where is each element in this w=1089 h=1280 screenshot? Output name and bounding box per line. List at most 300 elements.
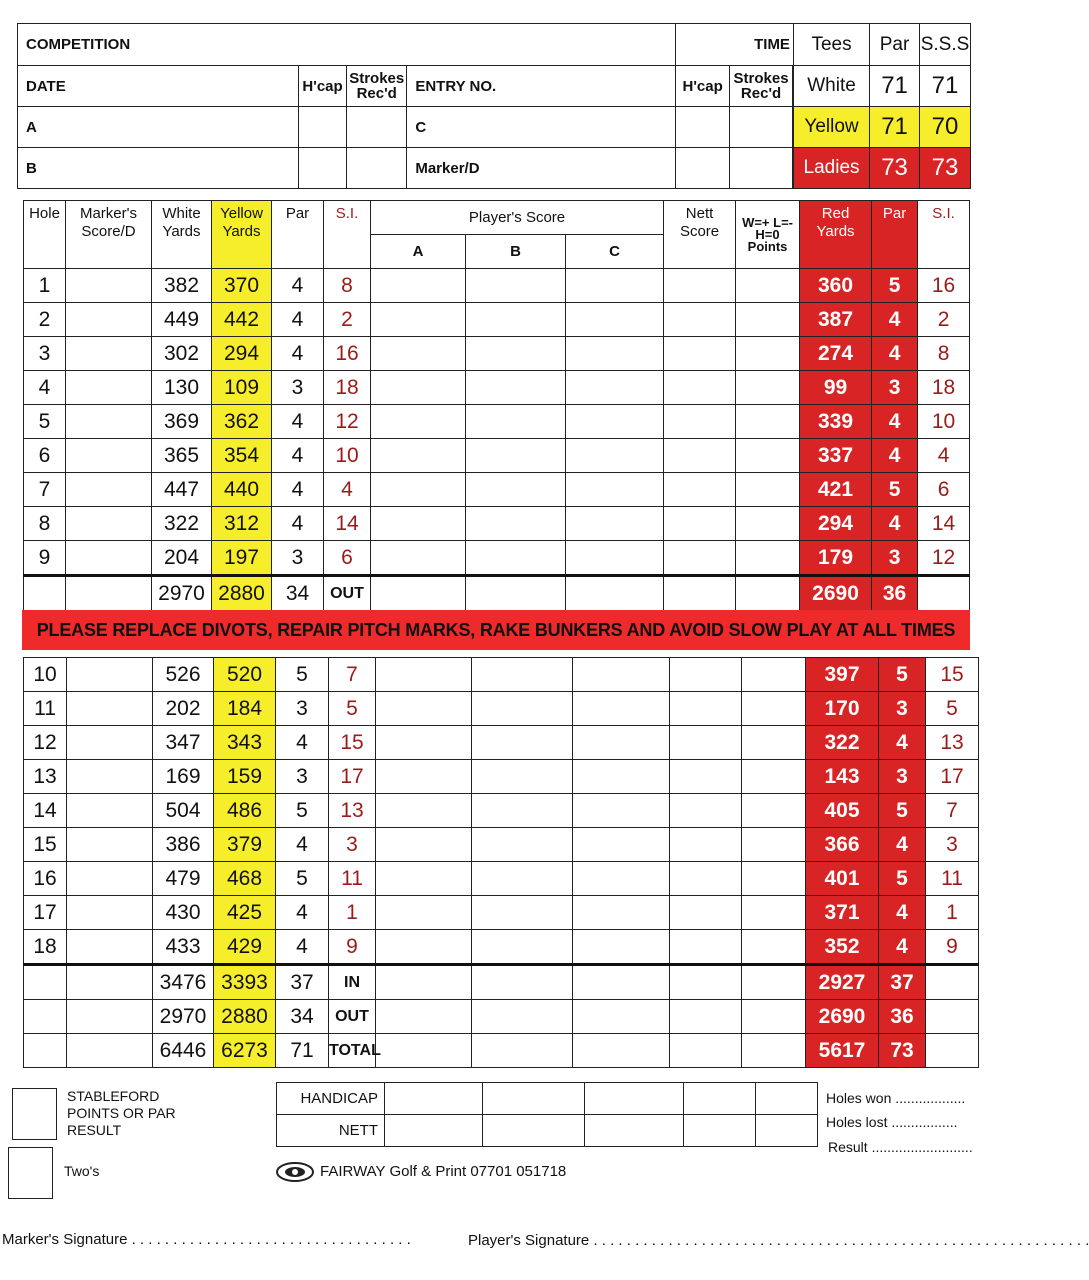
- player-b-score[interactable]: [472, 896, 573, 930]
- hole-number: 9: [24, 541, 66, 576]
- player-b-score[interactable]: [472, 794, 573, 828]
- red-par: 3: [879, 760, 926, 794]
- red-yards: 371: [806, 896, 879, 930]
- competition-field[interactable]: [18, 24, 676, 66]
- tee-name: Ladies: [794, 148, 870, 189]
- player-b-score[interactable]: [472, 658, 573, 692]
- total-label: IN: [329, 965, 376, 1000]
- white-yards: 447: [152, 473, 212, 507]
- player-b-strokes[interactable]: [347, 148, 407, 189]
- hole-number: 1: [24, 269, 66, 303]
- yellow-yards: 442: [212, 303, 272, 337]
- marker-score-cell[interactable]: [67, 658, 153, 692]
- red-par-total: 36: [872, 576, 918, 611]
- total-label: OUT: [324, 576, 371, 611]
- points-cell[interactable]: [736, 541, 800, 576]
- nett-label: NETT: [277, 1115, 385, 1147]
- player-a-total[interactable]: [371, 576, 466, 611]
- tees-table: [793, 23, 971, 189]
- player-a-score[interactable]: [371, 439, 466, 473]
- nett-score-cell[interactable]: [670, 794, 742, 828]
- player-c-score[interactable]: [573, 760, 670, 794]
- white-yards: 202: [153, 692, 214, 726]
- hole-row: [24, 658, 979, 692]
- white-yards-header: White Yards: [152, 201, 212, 269]
- player-a-score[interactable]: [371, 303, 466, 337]
- twos-label: Two's: [64, 1163, 100, 1179]
- white-yards: 130: [152, 371, 212, 405]
- total-blank: [24, 1034, 67, 1068]
- points-cell[interactable]: [736, 405, 800, 439]
- total-row: [24, 965, 979, 1000]
- nett-score-cell[interactable]: [670, 658, 742, 692]
- points-cell[interactable]: [742, 930, 806, 965]
- yellow-yards-total: 3393: [214, 965, 276, 1000]
- yellow-yards-total: 2880: [212, 576, 272, 611]
- nett-score-cell[interactable]: [664, 473, 736, 507]
- marker-score-cell[interactable]: [66, 303, 152, 337]
- player-b-total[interactable]: [472, 1000, 573, 1034]
- player-c-score[interactable]: [573, 930, 670, 965]
- tee-name: White: [794, 66, 870, 107]
- points-cell[interactable]: [736, 269, 800, 303]
- par-value: 4: [272, 473, 324, 507]
- red-par: 4: [872, 303, 918, 337]
- yellow-yards: 370: [212, 269, 272, 303]
- nett-score-cell[interactable]: [670, 760, 742, 794]
- handicap-b[interactable]: [482, 1083, 584, 1115]
- hole-number: 7: [24, 473, 66, 507]
- hole-number: 3: [24, 337, 66, 371]
- hole-number: 11: [24, 692, 67, 726]
- nett-total[interactable]: [670, 1000, 742, 1034]
- hole-row: [24, 930, 979, 965]
- nett-score-cell[interactable]: [670, 692, 742, 726]
- red-par: 3: [879, 692, 926, 726]
- nett-score-cell[interactable]: [670, 862, 742, 896]
- player-c-score[interactable]: [566, 405, 664, 439]
- stroke-index: 5: [329, 692, 376, 726]
- entry-no-label: ENTRY NO.: [415, 77, 497, 95]
- points-total[interactable]: [736, 576, 800, 611]
- hole-number: 17: [24, 896, 67, 930]
- marker-score-cell[interactable]: [67, 692, 153, 726]
- red-par: 4: [879, 726, 926, 760]
- par-value: 3: [272, 541, 324, 576]
- hole-number: 18: [24, 930, 67, 965]
- white-yards: 430: [153, 896, 214, 930]
- red-stroke-index: 18: [918, 371, 970, 405]
- player-a-score[interactable]: [376, 828, 472, 862]
- player-b-score[interactable]: [472, 760, 573, 794]
- par-value: 4: [276, 896, 329, 930]
- points-cell[interactable]: [742, 692, 806, 726]
- nett-score-cell[interactable]: [664, 507, 736, 541]
- points-cell[interactable]: [736, 473, 800, 507]
- red-stroke-index: 7: [926, 794, 979, 828]
- player-a-score[interactable]: [376, 692, 472, 726]
- handicap-nett[interactable]: [683, 1083, 756, 1115]
- par-value: 3: [276, 692, 329, 726]
- player-b-score[interactable]: [466, 473, 566, 507]
- handicap-nett-table: [276, 1082, 818, 1147]
- points-cell[interactable]: [742, 896, 806, 930]
- player-a-header: A: [371, 235, 466, 269]
- player-a-total[interactable]: [376, 1000, 472, 1034]
- player-c-total[interactable]: [573, 1000, 670, 1034]
- par-value: 4: [272, 405, 324, 439]
- player-c-score[interactable]: [573, 862, 670, 896]
- marker-score-cell[interactable]: [66, 439, 152, 473]
- hole-row: [24, 692, 979, 726]
- total-row: [24, 1000, 979, 1034]
- player-a-score[interactable]: [376, 862, 472, 896]
- player-a-score[interactable]: [376, 794, 472, 828]
- hole-number: 16: [24, 862, 67, 896]
- points-cell[interactable]: [742, 760, 806, 794]
- red-stroke-index: 4: [918, 439, 970, 473]
- yellow-yards: 343: [214, 726, 276, 760]
- red-yards: 339: [800, 405, 872, 439]
- white-yards: 169: [153, 760, 214, 794]
- nett-score-cell[interactable]: [670, 828, 742, 862]
- stroke-index: 12: [324, 405, 371, 439]
- marker-total-cell[interactable]: [67, 1034, 153, 1068]
- red-yards: 179: [800, 541, 872, 576]
- nett-nett[interactable]: [683, 1115, 756, 1147]
- marker-score-cell[interactable]: [67, 828, 153, 862]
- points-cell[interactable]: [736, 337, 800, 371]
- red-stroke-index: 14: [918, 507, 970, 541]
- nett-total[interactable]: [670, 1034, 742, 1068]
- par-value: 4: [276, 726, 329, 760]
- player-a-score[interactable]: [376, 760, 472, 794]
- par-value: 4: [272, 269, 324, 303]
- total-label: OUT: [329, 1000, 376, 1034]
- marker-strokes[interactable]: [730, 148, 793, 189]
- yellow-yards: 486: [214, 794, 276, 828]
- hole-row: [24, 794, 979, 828]
- player-b-score[interactable]: [466, 303, 566, 337]
- handicap-points[interactable]: [756, 1083, 818, 1115]
- points-cell[interactable]: [742, 828, 806, 862]
- marker-score-cell[interactable]: [67, 794, 153, 828]
- player-a-score[interactable]: [371, 541, 466, 576]
- tee-par: 71: [870, 107, 920, 148]
- marker-score-cell[interactable]: [66, 541, 152, 576]
- red-par: 3: [872, 371, 918, 405]
- par-header: Par: [870, 24, 920, 66]
- red-si-blank: [918, 576, 970, 611]
- stroke-index: 6: [324, 541, 371, 576]
- strokes-label-2: Strokes Rec'd: [730, 66, 793, 107]
- white-yards: 386: [153, 828, 214, 862]
- marker-score-cell[interactable]: [67, 862, 153, 896]
- hole-row: [24, 303, 970, 337]
- player-a-total[interactable]: [376, 1034, 472, 1068]
- red-par: 5: [879, 862, 926, 896]
- marker-total-cell[interactable]: [67, 1000, 153, 1034]
- red-yards: 274: [800, 337, 872, 371]
- handicap-label: HANDICAP: [277, 1083, 385, 1115]
- back-nine-table: [23, 657, 979, 1068]
- hole-row: [24, 862, 979, 896]
- player-a-score[interactable]: [371, 473, 466, 507]
- competition-header: [17, 23, 793, 189]
- stroke-index: 4: [324, 473, 371, 507]
- nett-score-cell[interactable]: [670, 896, 742, 930]
- nett-score-cell[interactable]: [664, 439, 736, 473]
- player-b-score[interactable]: [466, 507, 566, 541]
- player-a-score[interactable]: [376, 930, 472, 965]
- player-a-score[interactable]: [371, 337, 466, 371]
- player-b-score[interactable]: [466, 439, 566, 473]
- player-b-score[interactable]: [466, 405, 566, 439]
- player-b-hcap[interactable]: [299, 148, 347, 189]
- white-yards: 504: [153, 794, 214, 828]
- red-stroke-index: 16: [918, 269, 970, 303]
- player-c-score[interactable]: [566, 303, 664, 337]
- player-b-score[interactable]: [472, 828, 573, 862]
- player-c-score[interactable]: [573, 896, 670, 930]
- marker-score-cell[interactable]: [66, 473, 152, 507]
- red-yards: 387: [800, 303, 872, 337]
- hole-row: [24, 896, 979, 930]
- stroke-index: 14: [324, 507, 371, 541]
- yellow-yards-header: Yellow Yards: [212, 201, 272, 269]
- red-yards: 337: [800, 439, 872, 473]
- player-c-total[interactable]: [573, 965, 670, 1000]
- red-par-header: Par: [872, 201, 918, 269]
- player-b-score[interactable]: [472, 862, 573, 896]
- hole-row: [24, 439, 970, 473]
- player-c-header: C: [566, 235, 664, 269]
- total-row: [24, 1034, 979, 1068]
- player-c-score[interactable]: [566, 371, 664, 405]
- player-c-score[interactable]: [566, 473, 664, 507]
- hcap-label-2: H'cap: [676, 66, 730, 107]
- marker-score-cell[interactable]: [67, 896, 153, 930]
- marker-score-cell[interactable]: [67, 760, 153, 794]
- player-a-score[interactable]: [371, 405, 466, 439]
- marker-total-cell[interactable]: [66, 576, 152, 611]
- red-stroke-index: 5: [926, 692, 979, 726]
- points-cell[interactable]: [736, 371, 800, 405]
- player-b-score[interactable]: [466, 371, 566, 405]
- marker-score-cell[interactable]: [66, 371, 152, 405]
- player-a-score[interactable]: [376, 658, 472, 692]
- nett-c[interactable]: [584, 1115, 683, 1147]
- nett-score-cell[interactable]: [670, 930, 742, 965]
- red-par: 5: [879, 794, 926, 828]
- player-c-score[interactable]: [573, 828, 670, 862]
- red-si-blank: [926, 1034, 979, 1068]
- points-cell[interactable]: [736, 507, 800, 541]
- stroke-index: 8: [324, 269, 371, 303]
- marker-hcap[interactable]: [676, 148, 730, 189]
- points-cell[interactable]: [736, 439, 800, 473]
- competition-label: COMPETITION: [26, 36, 131, 53]
- red-yards: 405: [806, 794, 879, 828]
- total-row: [24, 576, 970, 611]
- hole-number: 10: [24, 658, 67, 692]
- points-cell[interactable]: [742, 862, 806, 896]
- player-b-total[interactable]: [472, 965, 573, 1000]
- player-c-score[interactable]: [566, 507, 664, 541]
- hole-row: [24, 473, 970, 507]
- player-a-score[interactable]: [376, 896, 472, 930]
- total-blank: [24, 1000, 67, 1034]
- red-par: 4: [872, 439, 918, 473]
- points-total[interactable]: [742, 965, 806, 1000]
- points-cell[interactable]: [742, 794, 806, 828]
- marker-score-cell[interactable]: [66, 507, 152, 541]
- player-c-score[interactable]: [573, 658, 670, 692]
- marker-score-cell[interactable]: [66, 269, 152, 303]
- player-c-score[interactable]: [566, 269, 664, 303]
- player-a-score[interactable]: [371, 507, 466, 541]
- marker-score-cell[interactable]: [66, 337, 152, 371]
- handicap-c[interactable]: [584, 1083, 683, 1115]
- nett-score-cell[interactable]: [664, 541, 736, 576]
- yellow-yards-total: 2880: [214, 1000, 276, 1034]
- marker-score-cell[interactable]: [67, 726, 153, 760]
- player-b-score[interactable]: [472, 930, 573, 965]
- marker-score-cell[interactable]: [66, 405, 152, 439]
- player-a-score[interactable]: [376, 726, 472, 760]
- par-value: 4: [276, 828, 329, 862]
- stroke-index: 11: [329, 862, 376, 896]
- twos-box[interactable]: [8, 1147, 53, 1199]
- printer-credit: FAIRWAY Golf & Print 07701 051718: [320, 1163, 567, 1180]
- player-b-total[interactable]: [466, 576, 566, 611]
- entry-no-field[interactable]: [407, 66, 676, 107]
- red-yards: 366: [806, 828, 879, 862]
- nett-score-cell[interactable]: [664, 405, 736, 439]
- white-yards: 365: [152, 439, 212, 473]
- white-yards: 204: [152, 541, 212, 576]
- player-c-strokes[interactable]: [730, 107, 793, 148]
- tee-name: Yellow: [794, 107, 870, 148]
- par-value: 3: [276, 760, 329, 794]
- points-cell[interactable]: [742, 726, 806, 760]
- date-field[interactable]: [18, 66, 299, 107]
- players-score-header: Player's Score: [371, 201, 664, 235]
- hole-row: [24, 337, 970, 371]
- etiquette-banner: PLEASE REPLACE DIVOTS, REPAIR PITCH MARKS, RAKE BUNKERS AND AVOID SLOW PLAY AT ALL TIMES: [22, 610, 970, 650]
- stableford-box[interactable]: [12, 1088, 57, 1140]
- player-b-total[interactable]: [472, 1034, 573, 1068]
- nett-score-cell[interactable]: [664, 303, 736, 337]
- stroke-index: 13: [329, 794, 376, 828]
- player-c-score[interactable]: [566, 439, 664, 473]
- points-cell[interactable]: [742, 658, 806, 692]
- nett-score-cell[interactable]: [664, 371, 736, 405]
- player-a-score[interactable]: [371, 371, 466, 405]
- player-signature[interactable]: Player's Signature . . . . . . . . . . . . . . . . . . . . . . . . . . . . . . . . . . . . . . . . . . . . . . . . . . . . . . . . . . . .: [468, 1232, 1089, 1249]
- red-stroke-index: 3: [926, 828, 979, 862]
- red-yards: 360: [800, 269, 872, 303]
- points-total[interactable]: [742, 1000, 806, 1034]
- player-c-field[interactable]: [407, 107, 676, 148]
- player-b-field[interactable]: [18, 148, 299, 189]
- player-b-label: B: [26, 159, 37, 177]
- red-yards: 322: [806, 726, 879, 760]
- player-b-score[interactable]: [466, 337, 566, 371]
- nett-a[interactable]: [384, 1115, 482, 1147]
- points-total[interactable]: [742, 1034, 806, 1068]
- player-c-total[interactable]: [573, 1034, 670, 1068]
- nett-b[interactable]: [482, 1115, 584, 1147]
- player-c-score[interactable]: [566, 337, 664, 371]
- player-b-score[interactable]: [472, 726, 573, 760]
- red-stroke-index: 6: [918, 473, 970, 507]
- red-stroke-index: 8: [918, 337, 970, 371]
- red-par: 3: [872, 541, 918, 576]
- red-stroke-index: 10: [918, 405, 970, 439]
- white-yards-total: 6446: [153, 1034, 214, 1068]
- holes-lost: Holes lost .................: [826, 1114, 958, 1130]
- player-a-strokes[interactable]: [347, 107, 407, 148]
- red-stroke-index: 13: [926, 726, 979, 760]
- hole-number: 15: [24, 828, 67, 862]
- stroke-index: 18: [324, 371, 371, 405]
- points-cell[interactable]: [736, 303, 800, 337]
- marker-total-cell[interactable]: [67, 965, 153, 1000]
- marker-signature[interactable]: Marker's Signature . . . . . . . . . . . . . . . . . . . . . . . . . . . . . . . . . .: [2, 1231, 411, 1248]
- handicap-a[interactable]: [384, 1083, 482, 1115]
- nett-total[interactable]: [664, 576, 736, 611]
- player-a-score[interactable]: [371, 269, 466, 303]
- player-a-label: A: [26, 118, 37, 136]
- player-c-total[interactable]: [566, 576, 664, 611]
- sss-header: S.S.S: [920, 24, 971, 66]
- player-a-total[interactable]: [376, 965, 472, 1000]
- red-par: 4: [872, 405, 918, 439]
- nett-score-cell[interactable]: [664, 269, 736, 303]
- red-par: 5: [872, 473, 918, 507]
- red-par-total: 37: [879, 965, 926, 1000]
- time-field[interactable]: [676, 24, 793, 66]
- nett-score-cell[interactable]: [670, 726, 742, 760]
- hole-row: [24, 828, 979, 862]
- red-yards-total: 2690: [806, 1000, 879, 1034]
- yellow-yards: 429: [214, 930, 276, 965]
- nett-total[interactable]: [670, 965, 742, 1000]
- hole-row: [24, 405, 970, 439]
- red-par: 4: [872, 507, 918, 541]
- nett-points[interactable]: [756, 1115, 818, 1147]
- player-c-score[interactable]: [573, 692, 670, 726]
- player-b-score[interactable]: [466, 541, 566, 576]
- player-c-score[interactable]: [573, 794, 670, 828]
- player-c-hcap[interactable]: [676, 107, 730, 148]
- stroke-index: 1: [329, 896, 376, 930]
- white-yards: 347: [153, 726, 214, 760]
- marker-field[interactable]: [407, 148, 676, 189]
- player-b-score[interactable]: [472, 692, 573, 726]
- yellow-yards: 354: [212, 439, 272, 473]
- player-a-field[interactable]: [18, 107, 299, 148]
- player-c-score[interactable]: [566, 541, 664, 576]
- player-c-score[interactable]: [573, 726, 670, 760]
- red-par-total: 73: [879, 1034, 926, 1068]
- player-a-hcap[interactable]: [299, 107, 347, 148]
- player-b-score[interactable]: [466, 269, 566, 303]
- marker-score-cell[interactable]: [67, 930, 153, 965]
- nett-score-cell[interactable]: [664, 337, 736, 371]
- white-yards: 433: [153, 930, 214, 965]
